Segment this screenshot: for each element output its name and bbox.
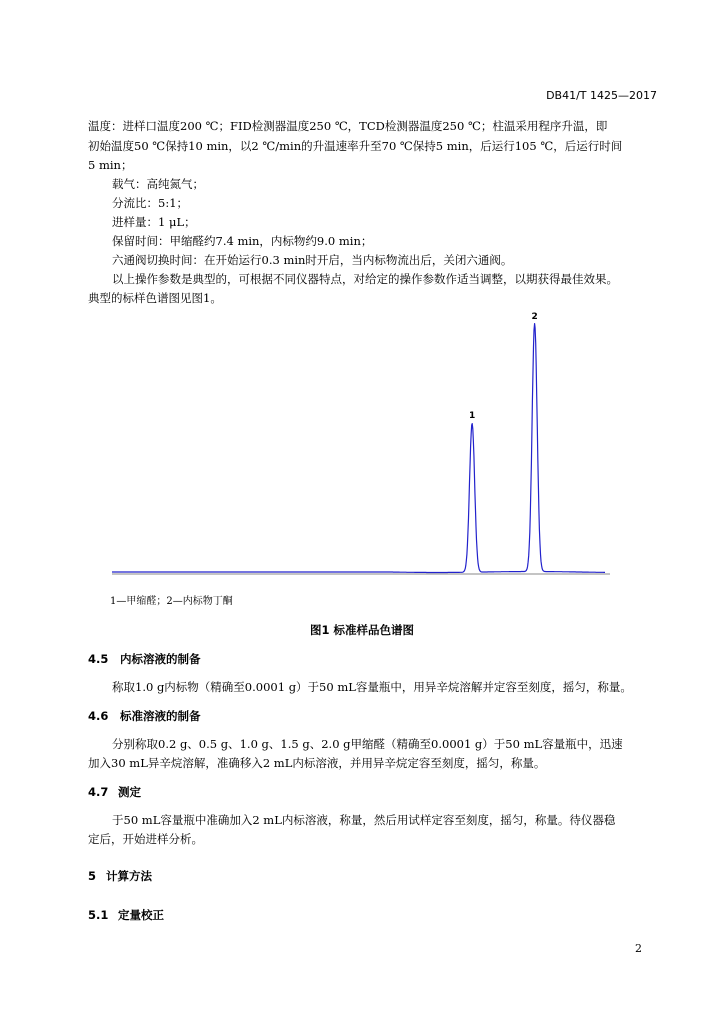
section-4-6-body-line-2: 加入30 mL异辛烷溶解，准确移入2 mL内标溶液，并用异辛烷定容至刻度，摇匀，称量。 <box>88 756 546 770</box>
section-5-1-number: 5.1 <box>88 908 109 922</box>
peak-label-1: 1 <box>468 411 476 422</box>
figure-caption: 图1 标准样品色谱图 <box>309 623 414 637</box>
section-4-5-title: 内标溶液的制备 <box>120 652 201 666</box>
chromatogram-trace <box>112 324 605 573</box>
section-4-6-number: 4.6 <box>88 709 109 723</box>
section-4-6-body-line-1: 分别称取0.2 g、0.5 g、1.0 g、1.5 g、2.0 g甲缩醛（精确至0.0001 g）于50 mL容量瓶中，迅速 <box>112 737 623 751</box>
valve-switch-time: 六通阀切换时间：在开始运行0.3 min时开启，当内标物流出后，关闭六通阀。 <box>112 253 513 267</box>
parameter-note-line-1: 以上操作参数是典型的，可根据不同仪器特点，对给定的操作参数作适当调整，以期获得最佳效果。 <box>112 272 618 286</box>
section-5-number: 5 <box>88 869 97 883</box>
section-4-5-body: 称取1.0 g内标物（精确至0.0001 g）于50 mL容量瓶中，用异辛烷溶解并定容至刻度，摇匀，称量。 <box>112 680 632 694</box>
section-5-title: 计算方法 <box>106 869 152 883</box>
chromatogram-chart <box>100 312 620 590</box>
section-4-7-body-line-1: 于50 mL容量瓶中准确加入2 mL内标溶液，称量，然后用试样定容至刻度，摇匀，称量。待仪器稳 <box>112 813 616 827</box>
parameter-note-line-2: 典型的标样色谱图见图1。 <box>88 291 222 305</box>
gc-conditions-line-3: 5 min； <box>88 158 133 172</box>
peak-label-2: 2 <box>531 312 538 322</box>
carrier-gas: 载气：高纯氮气； <box>112 177 204 191</box>
section-4-6-title: 标准溶液的制备 <box>120 709 201 723</box>
retention-time: 保留时间：甲缩醛约7.4 min，内标物约9.0 min； <box>112 234 373 248</box>
section-4-7-title: 测定 <box>118 785 141 799</box>
section-4-7-body-line-2: 定后，开始进样分析。 <box>88 832 203 846</box>
page-number: 2 <box>635 942 642 955</box>
section-4-7-number: 4.7 <box>88 785 109 799</box>
split-ratio: 分流比：5:1； <box>112 196 189 210</box>
standard-code-header: DB41/T 1425—2017 <box>546 89 657 102</box>
figure-legend-note: 1—甲缩醛；2—内标物丁酮 <box>110 596 233 607</box>
gc-conditions-line-1: 温度：进样口温度200 ℃；FID检测器温度250 ℃，TCD检测器温度250 ℃；柱温采用程序升温，即 <box>88 119 608 133</box>
section-4-5-number: 4.5 <box>88 652 109 666</box>
injection-volume: 进样量：1 μL； <box>112 215 196 229</box>
section-5-1-title: 定量校正 <box>118 908 164 922</box>
gc-conditions-line-2: 初始温度50 ℃保持10 min，以2 ℃/min的升温速率升至70 ℃保持5 min，后运行105 ℃，后运行时间 <box>88 139 623 153</box>
